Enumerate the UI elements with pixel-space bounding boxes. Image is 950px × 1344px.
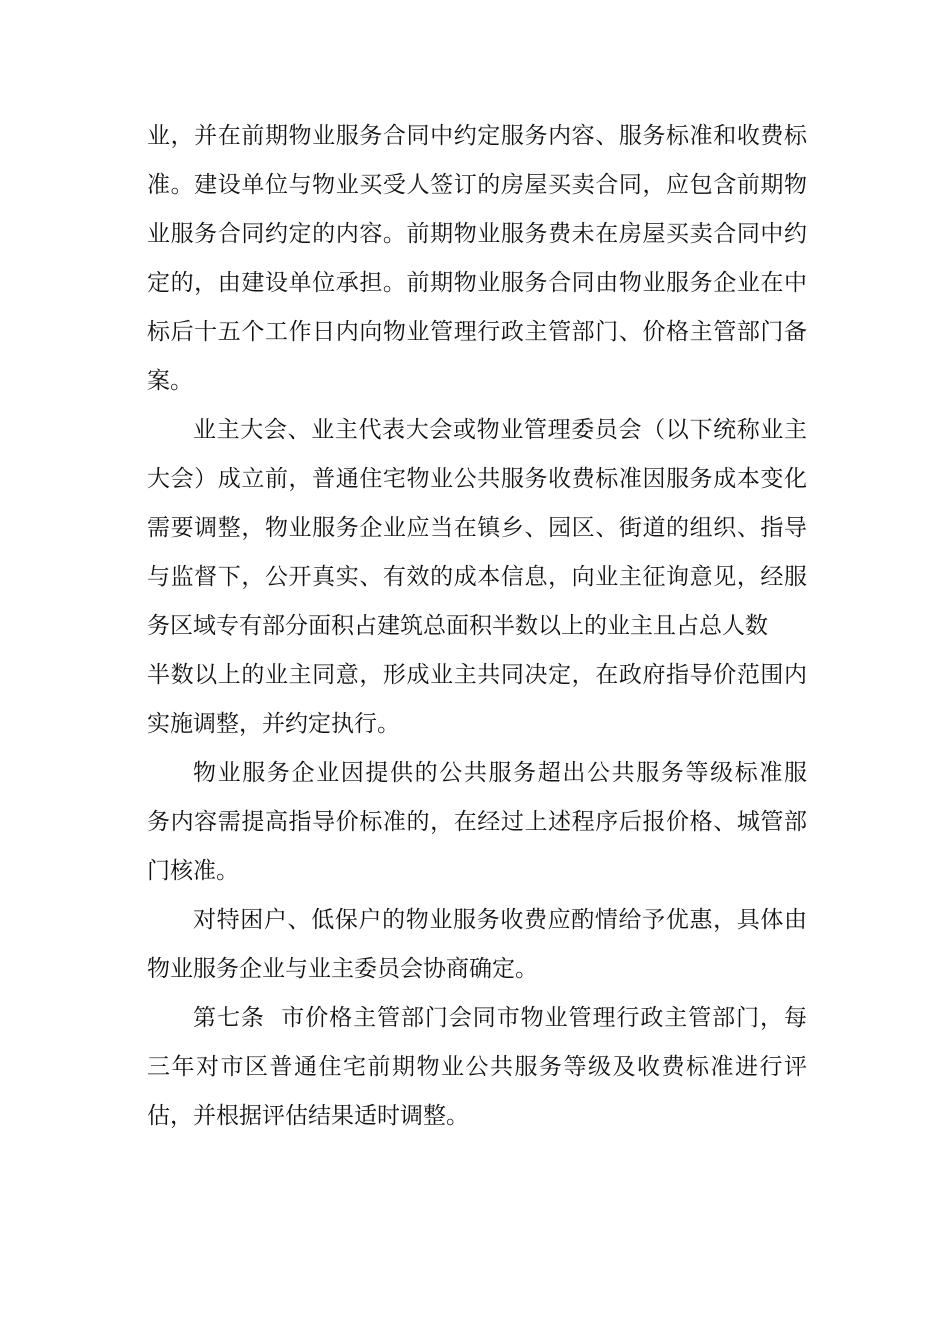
document-body: [147, 112, 807, 1141]
paragraph-2-line-6: 半数以上的业主同意，形成业主共同决定，在政府指导价范围内: [147, 662, 807, 688]
paragraph-3-line-1: 物业服务企业因提供的公共服务超出公共服务等级标准服: [193, 760, 807, 786]
article-7-line-2: 三年对市区普通住宅前期物业公共服务等级及收费标准进行评: [147, 1054, 807, 1080]
paragraph-2-line-2: 大会）成立前，普通住宅物业公共服务收费标准因服务成本变化: [147, 466, 807, 492]
paragraph-1-line-2: 准。建设单位与物业买受人签订的房屋买卖合同，应包含前期物: [147, 172, 807, 198]
paragraph-1-line-4: 定的，由建设单位承担。前期物业服务合同由物业服务企业在中: [147, 270, 807, 296]
article-7-line-1: 第七条 市价格主管部门会同市物业管理行政主管部门，每: [193, 1005, 807, 1031]
paragraph-1-line-6: 案。: [147, 368, 193, 394]
paragraph-4-line-2: 物业服务企业与业主委员会协商确定。: [147, 956, 538, 982]
paragraph-3-line-3: 门核准。: [147, 858, 239, 884]
paragraph-2-line-1: 业主大会、业主代表大会或物业管理委员会（以下统称业主: [193, 417, 807, 443]
paragraph-4-line-1: 对特困户、低保户的物业服务收费应酌情给予优惠，具体由: [193, 907, 807, 933]
paragraph-2-line-7: 实施调整，并约定执行。: [147, 711, 400, 737]
paragraph-3-line-2: 务内容需提高指导价标准的，在经过上述程序后报价格、城管部: [147, 809, 807, 835]
paragraph-2-line-4: 与监督下，公开真实、有效的成本信息，向业主征询意见，经服: [147, 564, 807, 590]
paragraph-1-line-3: 业服务合同约定的内容。前期物业服务费未在房屋买卖合同中约: [147, 221, 807, 247]
article-7-line-3: 估，并根据评估结果适时调整。: [147, 1103, 469, 1129]
paragraph-1-line-5: 标后十五个工作日内向物业管理行政主管部门、价格主管部门备: [147, 319, 807, 345]
paragraph-1-line-1: 业，并在前期物业服务合同中约定服务内容、服务标准和收费标: [147, 123, 807, 149]
paragraph-2-line-3: 需要调整，物业服务企业应当在镇乡、园区、街道的组织、指导: [147, 515, 807, 541]
paragraph-2-line-5: 务区域专有部分面积占建筑总面积半数以上的业主且占总人数: [147, 613, 768, 639]
